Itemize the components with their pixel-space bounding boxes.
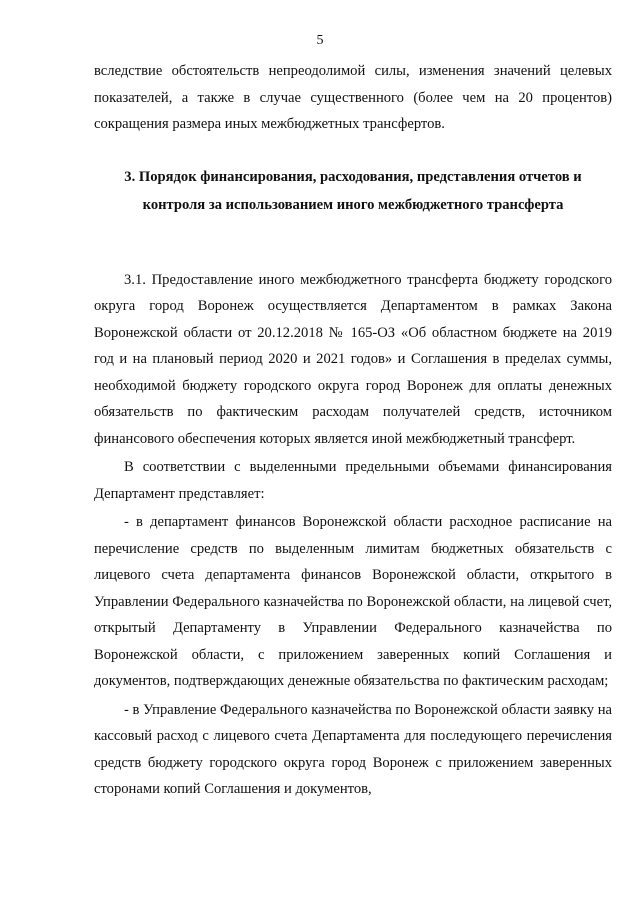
list-item-treasury: - в Управление Федерального казначейства по Воронежской области заявку на кассовый расход с лицевого счета Департамента для последующего перечисления средств бюджету городского округа город Воронеж с приложением заверенных сторонами копий Соглашения и документов,: [94, 701, 612, 797]
list-item-finance-department: - в департамент финансов Воронежской области расходное расписание на перечисление средств по выделенным лимитам бюджетных обязательств с лицевого счета департамента финансов Воронежской области, открытого в Управлении Федерального казначейства по Воронежской области, на лицевой счет, открытый Департаменту в Управлении Федерального казначейства по Воронежской области, с приложением заверенных копий Соглашения и документов, подтверждающих денежные обязательства по фактическим расходам;: [94, 514, 612, 689]
paragraph-financing: В соответствии с выделенными предельными объемами финансирования Департамент представляет:: [94, 459, 612, 502]
paragraph-3-1: 3.1. Предоставление иного межбюджетного трансферта бюджету городского округа город Воронеж осуществляется Департаментом в рамках Закона Воронежской области от 20.12.2018 № 165-ОЗ «Об областном бюджете на 2019 год и на плановый период 2020 и 2021 годов» и Соглашения в пределах суммы, необходимой бюджету городского округа город Воронеж для оплаты денежных обязательств по фактическим расходам получателей средств, источником финансового обеспечения которых является иной межбюджетный трансферт.: [94, 271, 612, 447]
intro-paragraph: вследствие обстоятельств непреодолимой силы, изменения значений целевых показателей, а также в случае существенного (более чем на 20 процентов) сокращения размера иных межбюджетных трансфертов.: [94, 63, 612, 132]
section-gap: [94, 219, 612, 267]
page-number: 5: [316, 33, 324, 48]
document-body: [94, 58, 612, 803]
section-heading: 3. Порядок финансирования, расходования, представления отчетов и контроля за использованием иного межбюджетного трансферта: [124, 168, 582, 213]
